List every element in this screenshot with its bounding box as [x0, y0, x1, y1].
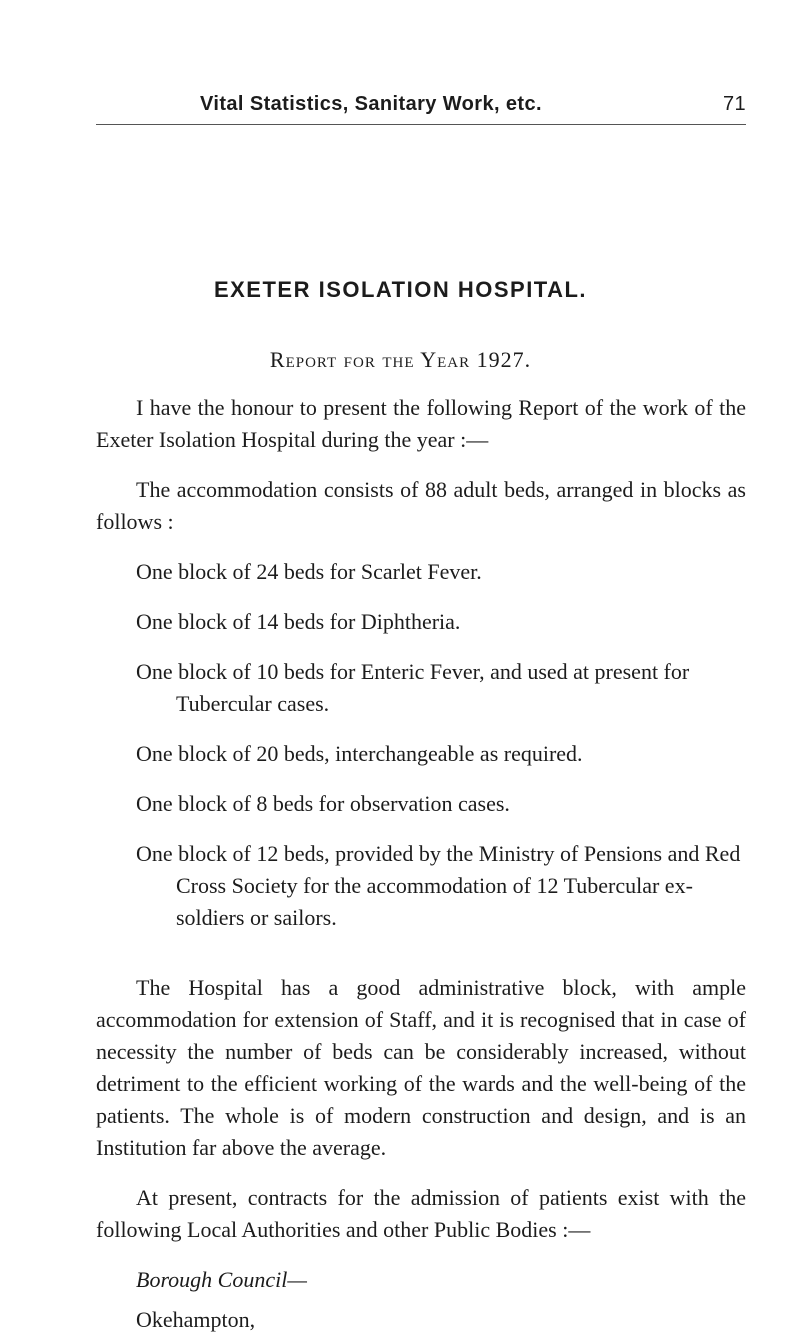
place-item: Okehampton, — [136, 1307, 256, 1332]
intro-paragraph: I have the honour to present the following Report of the work of the Exeter Isolation Hospital during the year :— — [96, 395, 746, 452]
running-head — [96, 93, 746, 127]
report-title: Report for the Year 1927. — [269, 347, 532, 372]
accommodation-paragraph: The accommodation consists of 88 adult beds, arranged in blocks as follows : — [96, 477, 746, 534]
contracts-paragraph: At present, contracts for the admission of patients exist with the following Local Authorities and other Public Bodies :— — [96, 1185, 746, 1242]
block-item: One block of 12 beds, provided by the Ministry of Pensions and Red Cross Society for the accommodation of 12 Tubercular ex-soldiers or sailors. — [136, 841, 741, 930]
borough-council-label: Borough Council— — [136, 1267, 307, 1292]
header-divider — [96, 124, 746, 125]
running-head-title: Vital Statistics, Sanitary Work, etc. — [200, 93, 542, 115]
admin-paragraph: The Hospital has a good administrative block, with ample accommodation for extension of Staff, and it is recognised that in case of necessity the number of beds can be considerably increased, without detriment to the efficient working of the wards and the well-being of the patients. The whole is of modern construction and design, and is an Institution far above the average. — [96, 975, 746, 1160]
hospital-title: EXETER ISOLATION HOSPITAL. — [213, 277, 588, 302]
block-item: One block of 14 beds for Diphtheria. — [136, 609, 461, 634]
block-item: One block of 8 beds for observation cases. — [136, 791, 510, 816]
block-item: One block of 24 beds for Scarlet Fever. — [136, 559, 482, 584]
page-number: 71 — [722, 93, 746, 115]
report-body — [96, 392, 746, 1336]
block-item: One block of 10 beds for Enteric Fever, and used at present for Tubercular cases. — [136, 659, 690, 716]
block-item: One block of 20 beds, interchangeable as required. — [136, 741, 583, 766]
